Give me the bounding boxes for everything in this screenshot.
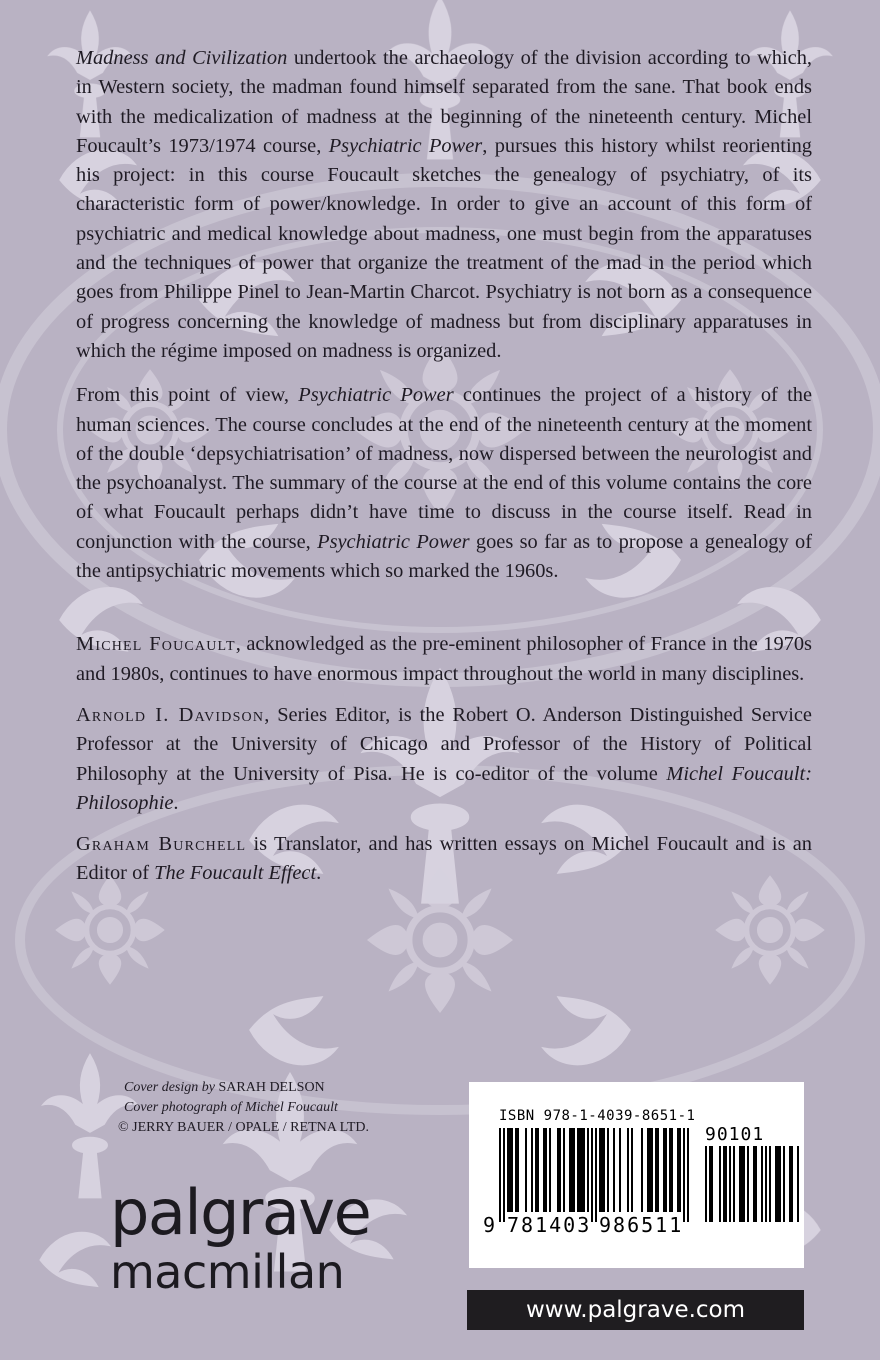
person-name: Graham Burchell	[76, 833, 247, 856]
barcode-bar	[595, 1128, 597, 1222]
logo-word-palgrave: palgrave	[110, 1176, 371, 1249]
addon-bar	[743, 1146, 745, 1222]
barcode-bar	[607, 1128, 609, 1212]
cover-design-label: Cover design by	[124, 1080, 215, 1095]
publisher-logo	[110, 1176, 371, 1299]
publisher-website[interactable]	[467, 1290, 804, 1330]
price-code: 90101	[705, 1124, 765, 1145]
text-run: , pursues this history whilst reorienting his project: in this course Foucault sketches the genealogy of psychiatry, of its characteristic form of power/knowledge. In order to give an account of this form of psychiatric and medical knowledge about madness, one must begin from the apparatuses and the techniques of power that organize the treatment of the mad in the period which goes from Philippe Pinel to Jean-Martin Charcot. Psychiatry is not born as a consequence of progress concerning the knowledge of madness but from disciplinary apparatuses in which the régime imposed on madness is organized.	[76, 134, 812, 362]
barcode-bar	[671, 1128, 673, 1212]
text-run: .	[316, 862, 322, 885]
barcode-bar	[687, 1128, 689, 1222]
addon-bar	[705, 1146, 707, 1222]
barcode-bar	[531, 1128, 533, 1212]
logo-word-macmillan: macmillan	[110, 1245, 345, 1299]
addon-bar	[769, 1146, 771, 1222]
barcode-bar	[559, 1128, 561, 1212]
ean-left-digits: 781403	[507, 1213, 592, 1237]
publisher-url-text[interactable]: www.palgrave.com	[525, 1297, 746, 1323]
barcode-bar	[563, 1128, 565, 1212]
isbn-label: ISBN 978-1-40​39-8651-1	[499, 1108, 696, 1124]
addon-bar	[739, 1146, 741, 1222]
photo-copyright: © JERRY BAUER / OPALE / RETNA LTD.	[118, 1120, 370, 1135]
barcode-bar	[499, 1128, 501, 1222]
ean-first-digit: 9	[483, 1213, 496, 1237]
addon-bar	[733, 1146, 735, 1222]
person-name: Arnold I. Davidson	[76, 703, 265, 726]
addon-bar	[775, 1146, 777, 1222]
barcode-bar	[651, 1128, 653, 1212]
addon-bar	[755, 1146, 757, 1222]
cover-photo-label: Cover photograph of Michel Foucault	[124, 1100, 338, 1115]
barcode-bar	[577, 1128, 579, 1212]
barcode-bar	[515, 1128, 517, 1212]
barcode-bar	[665, 1128, 667, 1212]
addon-bar	[761, 1146, 763, 1222]
addon-bar	[723, 1146, 725, 1222]
barcode-bar	[587, 1128, 589, 1212]
barcode-bar	[613, 1128, 615, 1212]
addon-bar	[725, 1146, 727, 1222]
barcode-bar	[557, 1128, 559, 1212]
barcode-bar	[581, 1128, 583, 1212]
text-run: undertook the archaeology of the division according to which, in Western society, the madman found himself separated from the sane. That book ends with the medicalization of madness at the beginning of the nineteenth century. Michel Foucault’s 1973/1974 course,	[76, 47, 813, 157]
barcode-bar	[669, 1128, 671, 1212]
addon-bar	[783, 1146, 785, 1222]
barcode-bar	[573, 1128, 575, 1212]
addon-bar	[729, 1146, 731, 1222]
translator-bio-burchell	[76, 830, 812, 889]
barcode-bar	[677, 1128, 679, 1212]
addon-bar	[797, 1146, 799, 1222]
barcode-bar	[591, 1128, 593, 1222]
barcode-bar	[509, 1128, 511, 1212]
addon-bar	[765, 1146, 767, 1222]
barcode-bar	[603, 1128, 605, 1212]
addon-bar	[719, 1146, 721, 1222]
barcode-bar	[511, 1128, 513, 1212]
editor-bio-davidson	[76, 701, 812, 818]
text-run: is Translator, and has written essays on Michel Foucault and is an Editor of	[76, 833, 812, 885]
back-cover-text	[76, 44, 812, 901]
barcode-bar	[545, 1128, 547, 1212]
addon-bar	[791, 1146, 793, 1222]
barcode-bar	[627, 1128, 629, 1212]
barcode-bar	[655, 1128, 657, 1212]
cover-photo-credit	[124, 1098, 369, 1118]
barcode-bar	[679, 1128, 681, 1212]
ean-right-digits: 986511	[599, 1213, 684, 1237]
addon-bar	[711, 1146, 713, 1222]
addon-bar	[777, 1146, 779, 1222]
barcode-bar	[503, 1128, 505, 1222]
text-run: goes so far as to propose a genealogy of the antipsychiatric movements which so marked the 1960s.	[76, 530, 813, 583]
barcode-bar	[663, 1128, 665, 1212]
barcode-bar	[549, 1128, 551, 1212]
description-paragraph-2	[76, 381, 812, 586]
text-run: , acknowledged as the pre-eminent philosopher of France in the 1970s and 1980s, continues to have enormous impact throughout the world in many disciplines.	[76, 633, 812, 685]
barcode-bar	[569, 1128, 571, 1212]
person-name: Michel Foucault	[76, 633, 236, 656]
text-run: , Series Editor, is the Robert O. Anderson Distinguished Service Professor at the University of Chicago and Professor of the History of Political Philosophy at the University of Pisa. He is co-editor of the volume	[76, 703, 812, 785]
italic-title: Psychiatric Power	[298, 384, 454, 407]
italic-title: Psychiatric Power	[317, 530, 470, 553]
barcode-bar	[583, 1128, 585, 1212]
italic-title: Madness and Civilization	[76, 47, 288, 69]
italic-title: Michel Foucault: Philosophie	[76, 762, 812, 814]
italic-title: Psychiatric Power	[328, 134, 483, 157]
barcode-bar	[649, 1128, 651, 1212]
barcode-bar	[543, 1128, 545, 1212]
author-bio-foucault	[76, 630, 812, 689]
barcode-bar	[601, 1128, 603, 1212]
barcode-bar	[631, 1128, 633, 1212]
barcode-bar	[657, 1128, 659, 1212]
addon-bar	[741, 1146, 743, 1222]
barcode-bar	[619, 1128, 621, 1212]
barcode-bar	[537, 1128, 539, 1212]
text-run: From this point of view,	[76, 384, 299, 407]
cover-design-credit	[124, 1078, 369, 1098]
isbn-barcode-panel	[469, 1082, 804, 1268]
barcode-bar	[599, 1128, 601, 1212]
cover-designer-name: SARAH DELSON	[218, 1080, 325, 1095]
italic-title: The Foucault Effect	[154, 862, 317, 885]
barcode-bar	[579, 1128, 581, 1212]
barcode-bar	[571, 1128, 573, 1212]
addon-bar	[709, 1146, 711, 1222]
addon-bar	[789, 1146, 791, 1222]
text-run: .	[173, 791, 179, 814]
barcode-bar	[517, 1128, 519, 1212]
addon-bar	[747, 1146, 749, 1222]
addon-bar	[753, 1146, 755, 1222]
barcode-bar	[647, 1128, 649, 1212]
barcode-bar	[507, 1128, 509, 1212]
barcode-bar	[683, 1128, 685, 1222]
barcode-bar	[525, 1128, 527, 1212]
addon-bar	[779, 1146, 781, 1222]
description-paragraph-1	[76, 44, 812, 366]
barcode-bar	[535, 1128, 537, 1212]
cover-credits	[118, 1078, 370, 1138]
text-run: continues the project of a history of the human sciences. The course concludes at the end of the nineteenth century at the moment of the double ‘depsychiatrisation’ of madness, now dispersed between the neurologist and the psychoanalyst. The summary of the course at the end of this volume contains the core of what Foucault perhaps didn’t have time to discuss in the course itself. Read in conjunction with the course,	[76, 384, 813, 553]
barcode-bar	[641, 1128, 643, 1212]
